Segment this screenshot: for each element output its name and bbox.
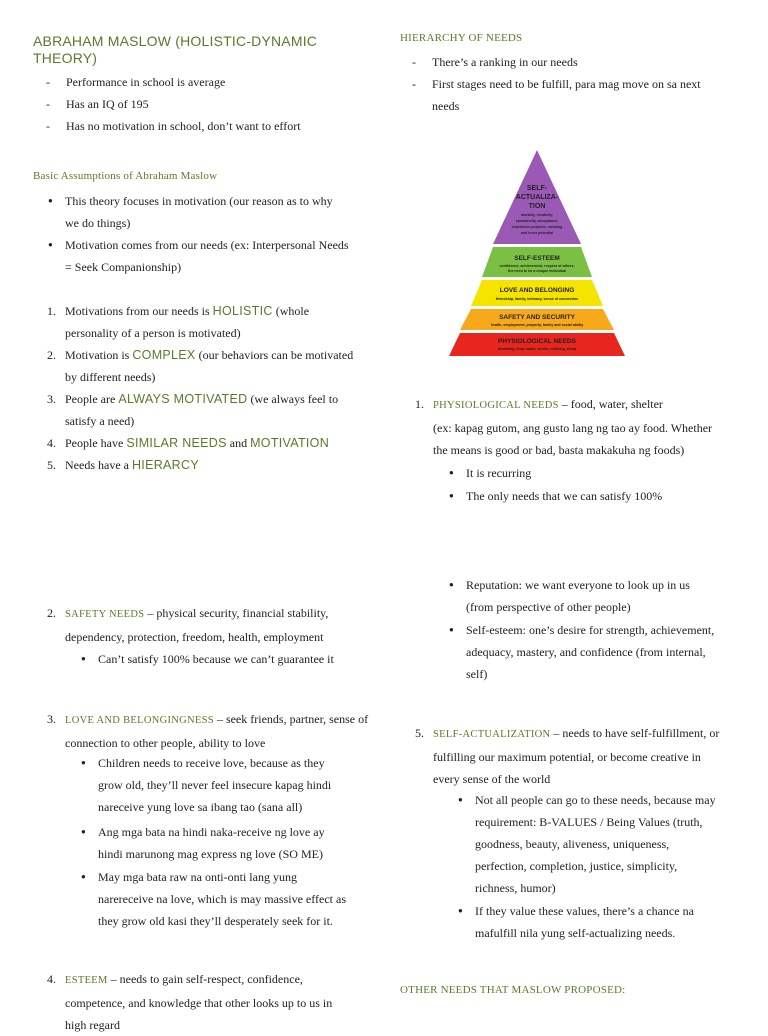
list-item: ● Not all people can go to these needs, because may requirement: B-VALUES / Being Values (truth, goodness, beauty, aliveness, uniqueness, perfection, completion, justice, simplicity, richness, humor) (475, 789, 765, 899)
pyramid-label: PHYSIOLOGICAL NEEDS (498, 338, 576, 345)
safety-needs: 2. SAFETY NEEDS – physical security, financial stability, dependency, protection, freedom, health, employment (47, 606, 329, 644)
intro-item: - Has no motivation in school, don’t want to effort (66, 115, 301, 137)
page-title: ABRAHAM MASLOW (HOLISTIC-DYNAMIC THEORY) (33, 33, 318, 66)
pyramid-label: TION (528, 203, 546, 210)
self-actualization-needs: 5. SELF-ACTUALIZATION – needs to have self-fulfillment, or fulfilling our maximum potential, or become creative in every sense of the world (415, 726, 720, 786)
list-item: ● Motivation comes from our needs (ex: Interpersonal Needs = Seek Companionship) (65, 234, 375, 278)
pyramid-desc: morality, creativity, (520, 213, 554, 217)
list-item: ● Can’t satisfy 100% because we can’t guarantee it (98, 648, 378, 670)
pyramid-label: SELF-ESTEEM (514, 255, 560, 262)
list-item: ● It is recurring (466, 462, 756, 484)
list-item: ● Self-esteem: one’s desire for strength, achievement, adequacy, mastery, and confidence (from internal, self) (466, 619, 766, 685)
hierarchy-item: - There’s a ranking in our needs (432, 51, 578, 73)
assumption-2: 2. Motivation is COMPLEX (our behaviors can be motivated by different needs) (47, 348, 354, 384)
list-item: ● This theory focuses in motivation (our reason as to why we do things) (65, 190, 375, 234)
physiological-needs: 1. PHYSIOLOGICAL NEEDS – food, water, shelter (ex: kapag gutom, ang gusto lang ng tao ay food. Whether the means is good or bad, basta makakuha ng foods) (415, 397, 713, 457)
pyramid-desc: breathing, food, water, shelter, clothing, sleep (497, 347, 577, 351)
other-needs-heading: OTHER NEEDS THAT MASLOW PROPOSED: (400, 984, 626, 996)
pyramid-desc: confidence, achievement, respect of others, (499, 264, 575, 268)
assumption-3: 3. People are ALWAYS MOTIVATED (we always feel to satisfy a need) (47, 392, 339, 428)
pyramid-desc: experience purpose, meaning (511, 225, 563, 229)
list-item: ● The only needs that we can satisfy 100% (466, 485, 756, 507)
pyramid-desc: health, employment, property, family and social ability (490, 323, 584, 327)
esteem-needs: 4. ESTEEM – needs to gain self-respect, confidence, competence, and knowledge that other looks up to us in high regard (47, 972, 333, 1032)
maslow-pyramid (432, 150, 642, 356)
love-belongingness: 3. LOVE AND BELONGINGNESS – seek friends, partner, sense of connection to other people, ability to love (47, 712, 369, 750)
intro-item: - Performance in school is average (66, 71, 225, 93)
hierarchy-item-cont: needs (432, 99, 460, 113)
pyramid-label: LOVE AND BELONGING (499, 287, 575, 294)
list-item: ● May mga bata raw na onti-onti lang yung narereceive na love, which is may massive effect as they grow old kasi they’ll desperately seek for it. (98, 866, 378, 932)
list-item: ● Ang mga bata na hindi naka-receive ng love ay hindi marunong mag express ng love (SO ME) (98, 821, 378, 865)
assumption-4: 4. People have SIMILAR NEEDS and MOTIVATION (47, 436, 330, 450)
pyramid-label: SELF- (526, 185, 548, 192)
pyramid-desc: friendship, family, intimacy, sense of connection (495, 297, 579, 301)
pyramid-desc: spontaneity, acceptance, (515, 219, 559, 223)
list-item: ● If they value these values, there’s a chance na mafulfill nila yung self-actualizing needs. (475, 900, 765, 944)
list-item: ● Children needs to receive love, because as they grow old, they’ll never feel insecure kapag hindi nareceive yung love sa ibang tao (sana all) (98, 752, 378, 818)
hierarchy-heading: HIERARCHY OF NEEDS (400, 32, 523, 44)
intro-item: - Has an IQ of 195 (66, 93, 149, 115)
pyramid-label: SAFETY AND SECURITY (499, 314, 575, 321)
list-item: ● Reputation: we want everyone to look up in us (from perspective of other people) (466, 574, 766, 618)
assumption-5: 5. Needs have a HIERARCY (47, 458, 199, 472)
assumption-1: 1. Motivations from our needs is HOLISTIC (whole personality of a person is motivated) (47, 304, 310, 340)
assumptions-heading: Basic Assumptions of Abraham Maslow (33, 170, 218, 182)
pyramid-desc: and inner potential (520, 231, 554, 235)
pyramid-desc: the need to be a unique individual (508, 269, 566, 273)
pyramid-label: ACTUALIZA- (515, 194, 559, 201)
hierarchy-item: - First stages need to be fulfill, para mag move on sa next (432, 73, 701, 95)
